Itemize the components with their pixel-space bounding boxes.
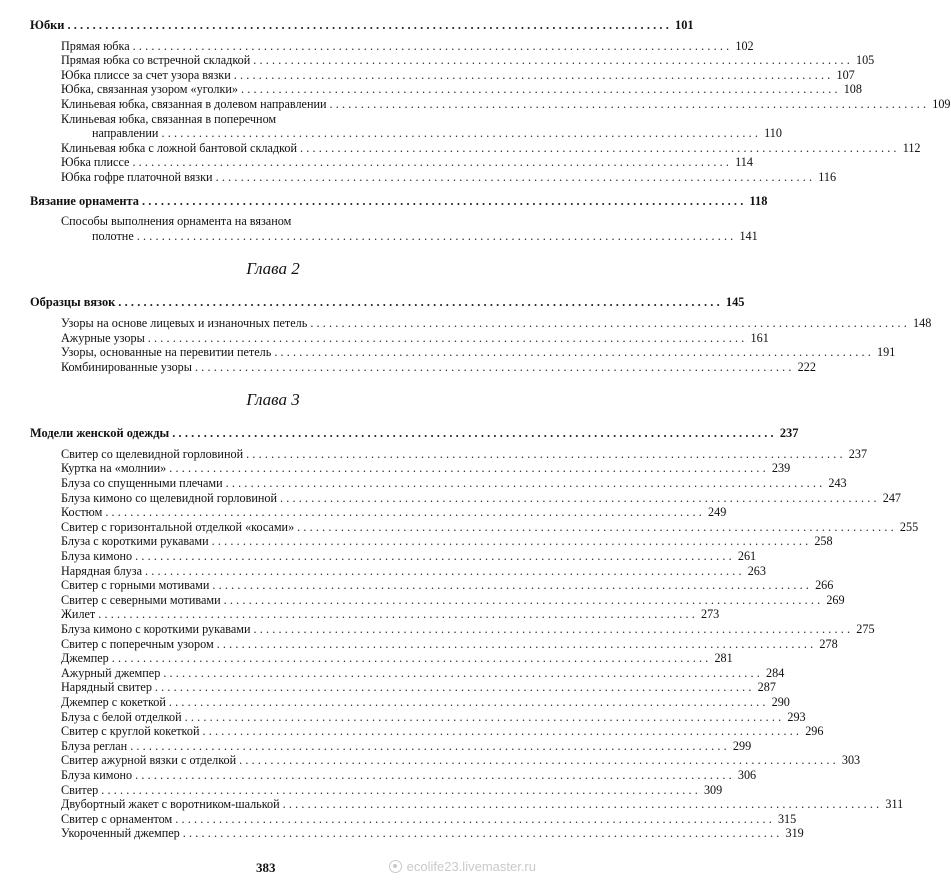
toc-entry-title: Комбинированные узоры [61, 359, 192, 374]
toc-page-number: 191 [877, 345, 896, 360]
watermark-text: ecolife23.livemaster.ru [406, 859, 536, 874]
toc-entry-title: Куртка на «молнии» [61, 461, 167, 476]
toc-page-number: 255 [899, 519, 919, 534]
dot-leader: ................................................................................................ [132, 38, 733, 53]
toc-entry-title: Свитер с поперечным узором [61, 636, 214, 651]
dot-leader: ................................................................................................ [163, 665, 764, 680]
toc-entry-title: Клиньевая юбка, связанная в долевом направлении [61, 96, 327, 111]
toc-page-number: 237 [779, 426, 799, 441]
toc-entry-title: Клиньевая юбка, связанная в поперечном [61, 111, 277, 126]
toc-page-number: 303 [841, 753, 861, 768]
toc-page-number: 263 [747, 563, 766, 578]
toc-page-number: 109 [932, 96, 951, 111]
toc-entry-title: Блуза кимоно [61, 549, 133, 564]
dot-leader: ................................................................................................ [211, 534, 812, 549]
dot-leader: ................................................................................................ [215, 169, 816, 184]
toc-page-number: 105 [855, 53, 875, 68]
dot-leader: ................................................................................................ [253, 53, 853, 68]
toc-page-number: 145 [725, 295, 745, 310]
page-footer [0, 856, 546, 880]
toc-entry [30, 330, 769, 346]
toc-entry-title: Блуза с короткими рукавами [61, 534, 209, 549]
toc-page-number: 319 [785, 826, 804, 841]
toc-entry-title: Вязание орнамента [30, 193, 139, 208]
toc-section-entry [30, 193, 768, 209]
dot-leader: ................................................................................................ [130, 738, 730, 753]
toc-entry-title: Прямая юбка со встречной складкой [61, 53, 251, 68]
toc-entry-title: Юбки [30, 18, 65, 32]
dot-leader: ................................................................................................ [329, 96, 930, 111]
toc-entry [30, 811, 797, 827]
toc-entry-title: Укороченный джемпер [61, 826, 180, 841]
toc-entry-title: Свитер ажурной вязки с отделкой [61, 753, 237, 768]
dot-leader: ................................................................................................ [202, 724, 803, 739]
toc-entry-title: Модели женской одежды [30, 426, 170, 441]
toc-entry [30, 126, 782, 141]
toc-entry [30, 680, 776, 695]
toc-page-number: 237 [848, 446, 868, 461]
dot-leader: ................................................................................................ [101, 782, 701, 797]
toc-entry [30, 155, 753, 170]
toc-entry-title: Блуза со спущенными плечами [61, 476, 223, 491]
dot-leader: ................................................................................................ [182, 826, 783, 841]
dot-leader: ................................................................................................ [172, 426, 777, 441]
dot-leader: ................................................................................................ [141, 193, 747, 208]
dot-leader: ................................................................................................ [147, 330, 748, 345]
toc-section-entry [30, 426, 799, 441]
toc-entry [30, 607, 720, 622]
toc-entry [30, 38, 754, 54]
dot-leader: ................................................................................................ [253, 622, 854, 636]
dot-leader: ................................................................................................ [310, 315, 911, 330]
toc-entry [30, 461, 791, 476]
toc-entry [30, 578, 834, 593]
toc-page-number: 299 [732, 738, 752, 753]
toc-entry-title: Узоры на основе лицевых и изнаночных петель [61, 315, 308, 330]
toc-page-number: 107 [836, 67, 855, 82]
toc-entry-title: Юбка гофре платочной вязки [61, 169, 213, 184]
dot-leader: ................................................................................................ [225, 476, 826, 491]
toc-page-number: 287 [757, 680, 776, 695]
toc-page-number: 311 [885, 797, 904, 812]
dot-leader: ................................................................................................ [184, 709, 785, 724]
toc-entry-title: Клиньевая юбка с ложной бантовой складкой [61, 140, 297, 155]
dot-leader: ................................................................................................ [216, 636, 817, 651]
dot-leader: ................................................................................................ [175, 811, 775, 826]
toc-entry-title: Нарядная блуза [61, 563, 142, 578]
toc-page-number: 290 [771, 694, 790, 709]
dot-leader: ................................................................................................ [233, 67, 834, 82]
toc-entry [30, 782, 723, 798]
toc-entry-title: Джемпер [61, 651, 109, 666]
toc-entry-title: Жилет [61, 607, 96, 622]
dot-leader: ................................................................................................ [274, 345, 875, 360]
dot-leader: ................................................................................................ [111, 651, 712, 666]
toc-entry-title: Юбка плиссе [61, 155, 130, 170]
toc-entry [30, 96, 951, 112]
toc-entry [30, 359, 816, 375]
toc-entry [30, 82, 862, 97]
toc-entry [30, 345, 896, 360]
toc-page-number: 222 [797, 359, 816, 374]
toc-page-number: 243 [828, 476, 847, 491]
toc-page-number: 249 [708, 505, 727, 520]
toc-page-number: 239 [771, 461, 791, 476]
toc-page-number: 141 [739, 228, 758, 243]
chapter-heading-3: Глава 3 [246, 390, 300, 410]
dot-leader: ................................................................................................ [161, 126, 762, 141]
dot-leader: ................................................................................................ [145, 563, 745, 578]
toc-entry-title: Свитер с орнаментом [61, 811, 173, 826]
toc-entry-title: полотне [92, 228, 134, 243]
toc-entry-title: Блуза кимоно со щелевидной горловиной [61, 490, 278, 505]
toc-entry [30, 622, 875, 637]
watermark [389, 859, 536, 874]
toc-entry [30, 519, 919, 535]
toc-section-entry [30, 18, 694, 33]
dot-leader: ................................................................................................ [297, 519, 897, 534]
toc-entry-title: Ажурные узоры [61, 330, 145, 345]
livemaster-logo-icon [389, 860, 402, 873]
toc-page-number: 296 [805, 724, 824, 739]
toc-part-2 [30, 295, 932, 374]
toc-entry [30, 505, 727, 520]
toc-entry-title: Юбка плиссе за счет узора вязки [61, 67, 231, 82]
toc-entry-title: Блуза кимоно [61, 767, 133, 782]
toc-entry-title: Блуза кимоно с короткими рукавами [61, 622, 251, 636]
toc-entry-title: Способы выполнения орнамента на вязаном [61, 214, 292, 229]
toc-entry-title: Костюм [61, 505, 103, 520]
toc-entry [30, 592, 845, 608]
toc-page-number: 101 [675, 18, 694, 32]
toc-entry [30, 767, 757, 783]
toc-section-entry [30, 295, 745, 310]
toc-entry [30, 534, 833, 549]
toc-entry-title: Двубортный жакет с воротником-шалькой [61, 797, 280, 812]
toc-entry [30, 140, 921, 156]
toc-entry [30, 826, 804, 841]
toc-entry-title: Блуза с белой отделкой [61, 709, 182, 724]
toc-entry [30, 753, 861, 768]
toc-page-number: 278 [819, 636, 838, 651]
toc-page-number: 148 [913, 315, 932, 330]
toc-entry [30, 490, 901, 506]
dot-leader: ................................................................................................ [212, 578, 813, 593]
toc-page-number: 275 [856, 622, 875, 636]
toc-page-number: 315 [777, 811, 797, 826]
toc-entry [30, 169, 837, 185]
toc-entry-title: Образцы вязок [30, 295, 116, 310]
dot-leader: ................................................................................................ [105, 505, 706, 520]
toc-entry [30, 53, 875, 68]
dot-leader: ................................................................................................ [169, 461, 769, 476]
dot-leader: ................................................................................................ [154, 680, 755, 695]
dot-leader: ................................................................................................ [241, 82, 841, 97]
dot-leader: ................................................................................................ [135, 767, 735, 782]
toc-entry [30, 636, 838, 652]
toc-page-number: 102 [735, 38, 754, 53]
toc-page-number: 108 [843, 82, 862, 97]
toc-page-number: 261 [737, 549, 757, 564]
dot-leader: ................................................................................................ [194, 359, 795, 374]
dot-leader: ................................................................................................ [98, 607, 698, 622]
toc-page-number: 284 [766, 665, 785, 680]
toc-entry [30, 549, 757, 564]
toc-entry-title: Свитер [61, 782, 99, 797]
toc-page-number: 110 [764, 126, 782, 141]
toc-page-number: 293 [787, 709, 806, 724]
chapter-heading-2: Глава 2 [246, 259, 300, 279]
toc-entry [30, 446, 868, 462]
toc-entry-title: Свитер с круглой кокеткой [61, 724, 200, 739]
toc-entry [30, 738, 752, 754]
toc-entry-title: направлении [92, 126, 159, 141]
dot-leader: ................................................................................................ [239, 753, 839, 768]
toc-entry [30, 709, 806, 725]
toc-entry-title: Юбка, связанная узором «уголки» [61, 82, 238, 97]
toc-entry-title: Ажурный джемпер [61, 665, 161, 680]
toc-page-number: 116 [818, 169, 837, 184]
toc-entry [30, 797, 904, 812]
toc-entry [30, 315, 932, 331]
table-of-contents [30, 18, 951, 841]
toc-entry-title: Джемпер с кокеткой [61, 694, 166, 709]
dot-leader: ................................................................................................ [136, 228, 737, 243]
toc-entry [30, 694, 790, 710]
toc-page-number: 273 [700, 607, 720, 622]
dot-leader: ................................................................................................ [168, 694, 769, 709]
toc-page-number: 309 [703, 782, 723, 797]
toc-page-number: 281 [714, 651, 733, 666]
toc-entry [30, 665, 785, 681]
dot-leader: ................................................................................................ [280, 490, 880, 505]
page-number: 383 [256, 860, 276, 875]
toc-entry-title: Узоры, основанные на перевитии петель [61, 345, 272, 360]
toc-entry-title: Блуза реглан [61, 738, 128, 753]
dot-leader: ................................................................................................ [246, 446, 846, 461]
toc-page-number: 114 [735, 155, 753, 170]
dot-leader: ................................................................................................ [118, 295, 723, 310]
dot-leader: ................................................................................................ [67, 18, 673, 32]
dot-leader: ................................................................................................ [282, 797, 883, 812]
toc-entry [30, 228, 758, 244]
toc-page-number: 118 [749, 193, 768, 208]
dot-leader: ................................................................................................ [299, 140, 900, 155]
toc-part-3 [30, 426, 919, 841]
toc-page-number: 258 [814, 534, 833, 549]
dot-leader: ................................................................................................ [132, 155, 733, 170]
toc-page-number: 112 [902, 140, 921, 155]
dot-leader: ................................................................................................ [135, 549, 735, 564]
toc-entry [30, 67, 855, 83]
toc-page-number: 266 [815, 578, 834, 593]
toc-entry [30, 724, 824, 739]
toc-entry [30, 651, 733, 666]
toc-entry-title: Нарядный свитер [61, 680, 152, 695]
toc-part-1 [30, 18, 951, 243]
toc-entry-title: Свитер с горными мотивами [61, 578, 210, 593]
toc-entry-title: Свитер с северными мотивами [61, 592, 221, 607]
toc-entry [30, 476, 847, 491]
toc-page-number: 247 [882, 490, 901, 505]
toc-entry-title: Прямая юбка [61, 38, 130, 53]
toc-entry-title: Свитер с горизонтальной отделкой «косами» [61, 519, 295, 534]
toc-page-number: 269 [826, 592, 845, 607]
toc-entry-title: Свитер со щелевидной горловиной [61, 446, 244, 461]
toc-entry [30, 563, 766, 579]
toc-page-number: 306 [737, 767, 757, 782]
toc-page-number: 161 [750, 330, 769, 345]
dot-leader: ................................................................................................ [223, 592, 824, 607]
